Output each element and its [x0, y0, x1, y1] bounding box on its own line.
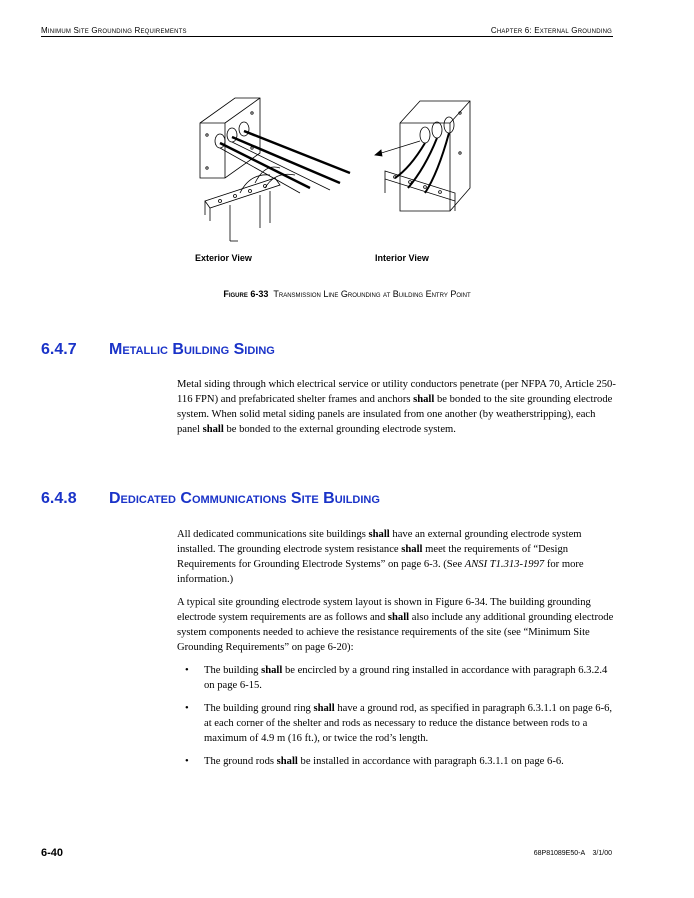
interior-view-label: Interior View: [375, 253, 429, 263]
list-item: [177, 663, 617, 693]
section-number: 6.4.8: [41, 490, 77, 507]
section-title: Dedicated Communications Site Building: [109, 490, 380, 507]
transmission-line-grounding-figure: [180, 93, 480, 263]
paragraph: All dedicated communications site buildings shall have an external grounding electrode system installed. The grounding electrode system resistance shall meet the requirements of “Design Requirements for Grounding Electrode Systems” on page 6-3. (See ANSI T1.313-1997 for more information.): [177, 529, 584, 585]
list-item: [177, 701, 617, 746]
section-title: Metallic Building Siding: [109, 341, 275, 358]
header-rule: [41, 36, 613, 37]
requirements-list: [177, 663, 617, 769]
section-number: 6.4.7: [41, 341, 77, 358]
section-heading-6-4-8: [41, 490, 380, 508]
figure-caption-number: Figure 6-33: [223, 289, 269, 299]
section-heading-6-4-7: [41, 341, 275, 359]
list-item: [177, 754, 617, 769]
bullet: •: [185, 756, 189, 767]
paragraph: Metal siding through which electrical service or utility conductors penetrate (per NFPA 70, Article 250-116 FPN) and prefabricated shelter frames and anchors shall be bonded to the site grounding electrode system. When solid metal siding panels are insulated from one another (by weatherstripping), each panel shall be bonded to the external grounding electrode system.: [177, 379, 616, 435]
bullet: •: [185, 703, 189, 714]
figure-caption: [0, 289, 694, 299]
paragraph: A typical site grounding electrode system layout is shown in Figure 6-34. The building grounding electrode system requirements are as follows and shall also include any additional grounding electrode system components needed to achieve the resistance requirements of the site (see “Minimum Site Grounding Requirements” on page 6-20):: [177, 597, 614, 653]
bullet: •: [185, 665, 189, 676]
running-header-left: Minimum Site Grounding Requirements: [41, 26, 187, 35]
running-header-right: Chapter 6: External Grounding: [490, 26, 612, 35]
exterior-view-drawing: [200, 98, 350, 241]
list-item-text: The building shall be encircled by a ground ring installed in accordance with paragraph 6.3.2.4 on page 6-15.: [204, 665, 608, 691]
section-6-4-8-body: [177, 527, 617, 777]
page-number: 6-40: [41, 847, 64, 859]
list-item-text: The ground rods shall be installed in accordance with paragraph 6.3.1.1 on page 6-6.: [204, 756, 564, 767]
figure-caption-text: Transmission Line Grounding at Building Entry Point: [273, 289, 471, 299]
document-id: 68P81089E50-A 3/1/00: [533, 850, 612, 857]
section-6-4-7-body: [177, 377, 617, 445]
exterior-view-label: Exterior View: [195, 253, 252, 263]
interior-view-drawing: [375, 101, 470, 211]
list-item-text: The building ground ring shall have a ground rod, as specified in paragraph 6.3.1.1 on page 6-6, at each corner of the shelter and rods as necessary to reduce the distance between rods to a maximum of 4.9 m (16 ft.), or twice the rod’s length.: [204, 703, 613, 744]
